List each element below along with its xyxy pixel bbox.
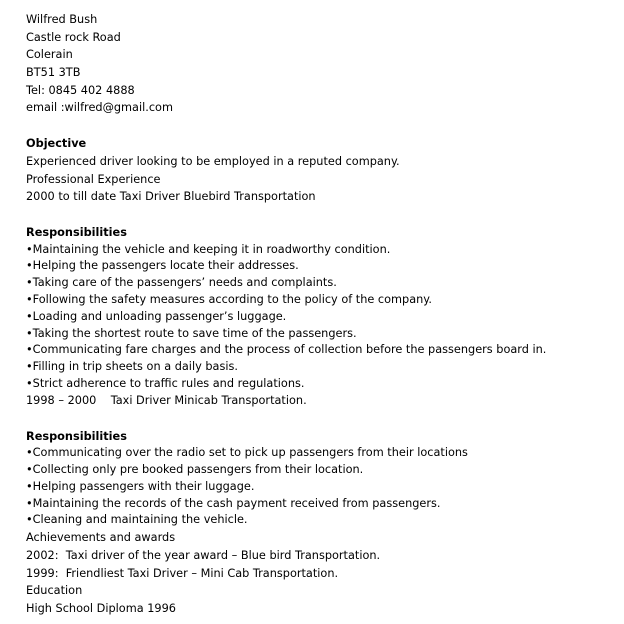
list-item: •Taking the shortest route to save time of the passengers. xyxy=(26,326,357,340)
list-item: •Maintaining the records of the cash payment received from passengers. xyxy=(26,496,441,510)
contact-city: Colerain xyxy=(26,48,73,62)
responsibilities-2-section xyxy=(26,428,616,530)
experience-heading: Professional Experience xyxy=(26,172,161,186)
education-item: High School Diploma 1996 xyxy=(26,601,176,615)
resume-document xyxy=(26,11,616,618)
list-item: •Filling in trip sheets on a daily basis. xyxy=(26,360,238,374)
objective-section xyxy=(26,135,616,206)
list-item: •Strict adherence to traffic rules and regulations. xyxy=(26,376,305,390)
list-item: •Helping passengers with their luggage. xyxy=(26,479,255,493)
list-item: •Following the safety measures according to the policy of the company. xyxy=(26,292,432,306)
list-item: •Maintaining the vehicle and keeping it in roadworthy condition. xyxy=(26,242,391,256)
list-item: •Loading and unloading passenger’s luggage. xyxy=(26,309,287,323)
responsibilities-1-section xyxy=(26,224,616,410)
responsibilities-2-heading: Responsibilities xyxy=(26,429,127,443)
list-item: •Communicating over the radio set to pick up passengers from their locations xyxy=(26,446,468,460)
objective-heading: Objective xyxy=(26,137,87,151)
achievements-section xyxy=(26,529,616,582)
contact-tel: Tel: 0845 402 4888 xyxy=(26,83,135,97)
responsibilities-1-heading: Responsibilities xyxy=(26,225,127,239)
education-heading: Education xyxy=(26,584,83,598)
list-item: •Taking care of the passengers’ needs and complaints. xyxy=(26,276,337,290)
contact-email: email :wilfred@gmail.com xyxy=(26,101,173,115)
contact-name: Wilfred Bush xyxy=(26,13,98,26)
contact-block xyxy=(26,11,616,117)
achievement-item: 1999: Friendliest Taxi Driver – Mini Cab Transportation. xyxy=(26,566,339,580)
education-section xyxy=(26,582,616,617)
achievements-heading: Achievements and awards xyxy=(26,531,176,545)
job-2-title: 1998 – 2000 Taxi Driver Minicab Transportation. xyxy=(26,393,307,407)
contact-postcode: BT51 3TB xyxy=(26,66,81,80)
list-item: •Collecting only pre booked passengers from their location. xyxy=(26,463,364,477)
list-item: •Cleaning and maintaining the vehicle. xyxy=(26,513,248,527)
achievement-item: 2002: Taxi driver of the year award – Blue bird Transportation. xyxy=(26,548,381,562)
objective-text: Experienced driver looking to be employed in a reputed company. xyxy=(26,154,400,168)
job-1-title: 2000 to till date Taxi Driver Bluebird Transportation xyxy=(26,190,316,204)
contact-street: Castle rock Road xyxy=(26,30,121,44)
list-item: •Helping the passengers locate their addresses. xyxy=(26,259,299,273)
list-item: •Communicating fare charges and the process of collection before the passengers board in. xyxy=(26,343,547,357)
